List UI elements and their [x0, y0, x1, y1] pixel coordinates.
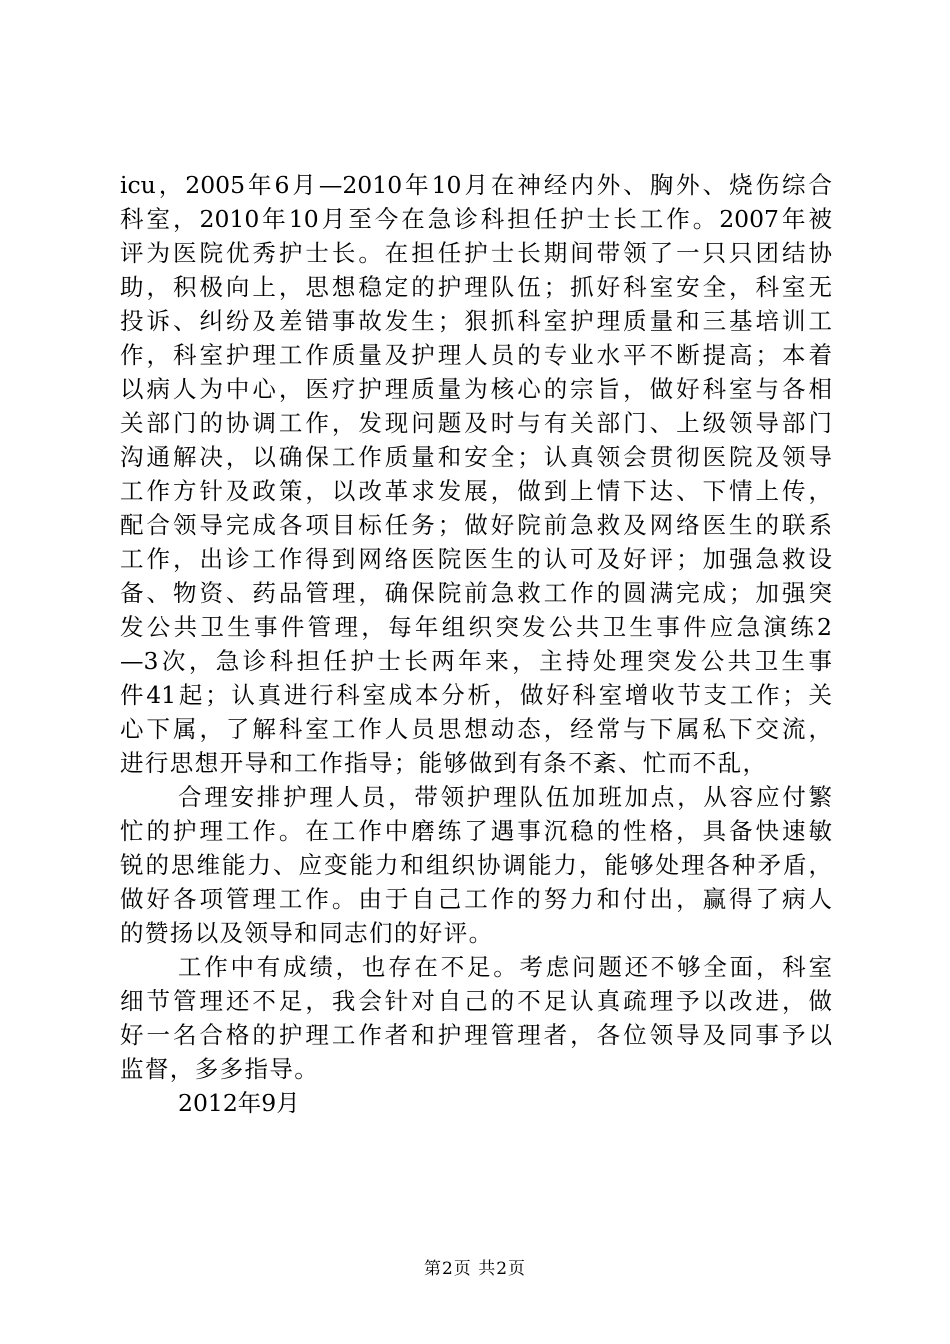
text-line: 工作，出诊工作得到网络医院医生的认可及好评；加强急救设: [120, 545, 832, 573]
text-line: —3次，急诊科担任护士长两年来，主持处理突发公共卫生事: [120, 647, 832, 675]
text-line: 备、物资、药品管理，确保院前急救工作的圆满完成；加强突: [120, 579, 832, 607]
text-line: 忙的护理工作。在工作中磨练了遇事沉稳的性格，具备快速敏: [120, 817, 832, 845]
text-line: 科室，2010年10月至今在急诊科担任护士长工作。2007年被: [120, 205, 832, 233]
text-line: 心下属，了解科室工作人员思想动态，经常与下属私下交流，: [120, 715, 832, 743]
text-line: 做好各项管理工作。由于自己工作的努力和付出，赢得了病人: [120, 885, 832, 913]
text-line: 工作方针及政策，以改革求发展，做到上情下达、下情上传，: [120, 477, 832, 505]
text-line: 好一名合格的护理工作者和护理管理者，各位领导及同事予以: [120, 1021, 832, 1049]
text-line: 沟通解决，以确保工作质量和安全；认真领会贯彻医院及领导: [120, 443, 832, 471]
document-date: 2012年9月: [178, 1089, 300, 1117]
text-line: 进行思想开导和工作指导；能够做到有条不紊、忙而不乱，: [120, 749, 768, 777]
text-line: 监督，多多指导。: [120, 1055, 320, 1083]
text-line: 以病人为中心，医疗护理质量为核心的宗旨，做好科室与各相: [120, 375, 832, 403]
document-body: [120, 168, 832, 1120]
text-line: 的赞扬以及领导和同志们的好评。: [120, 919, 494, 947]
text-line: 细节管理还不足，我会针对自己的不足认真疏理予以改进，做: [120, 987, 832, 1015]
text-line: 配合领导完成各项目标任务；做好院前急救及网络医生的联系: [120, 511, 832, 539]
paragraph-first-line: 合理安排护理人员，带领护理队伍加班加点，从容应付繁: [178, 783, 832, 811]
text-line: 评为医院优秀护士长。在担任护士长期间带领了一只只团结协: [120, 239, 832, 267]
paragraph-first-line: 工作中有成绩，也存在不足。考虑问题还不够全面，科室: [178, 953, 832, 981]
text-line: 发公共卫生事件管理，每年组织突发公共卫生事件应急演练2: [120, 613, 832, 641]
text-line: 锐的思维能力、应变能力和组织协调能力，能够处理各种矛盾，: [120, 851, 832, 879]
text-line: 助，积极向上，思想稳定的护理队伍；抓好科室安全，科室无: [120, 273, 832, 301]
text-line: 作，科室护理工作质量及护理人员的专业水平不断提高；本着: [120, 341, 832, 369]
page-number-footer: 第2页 共2页: [423, 1259, 527, 1279]
text-line: 件41起；认真进行科室成本分析，做好科室增收节支工作；关: [120, 681, 832, 709]
text-line: icu，2005年6月—2010年10月在神经内外、胸外、烧伤综合: [120, 171, 832, 199]
text-line: 关部门的协调工作，发现问题及时与有关部门、上级领导部门: [120, 409, 832, 437]
text-line: 投诉、纠纷及差错事故发生；狠抓科室护理质量和三基培训工: [120, 307, 832, 335]
